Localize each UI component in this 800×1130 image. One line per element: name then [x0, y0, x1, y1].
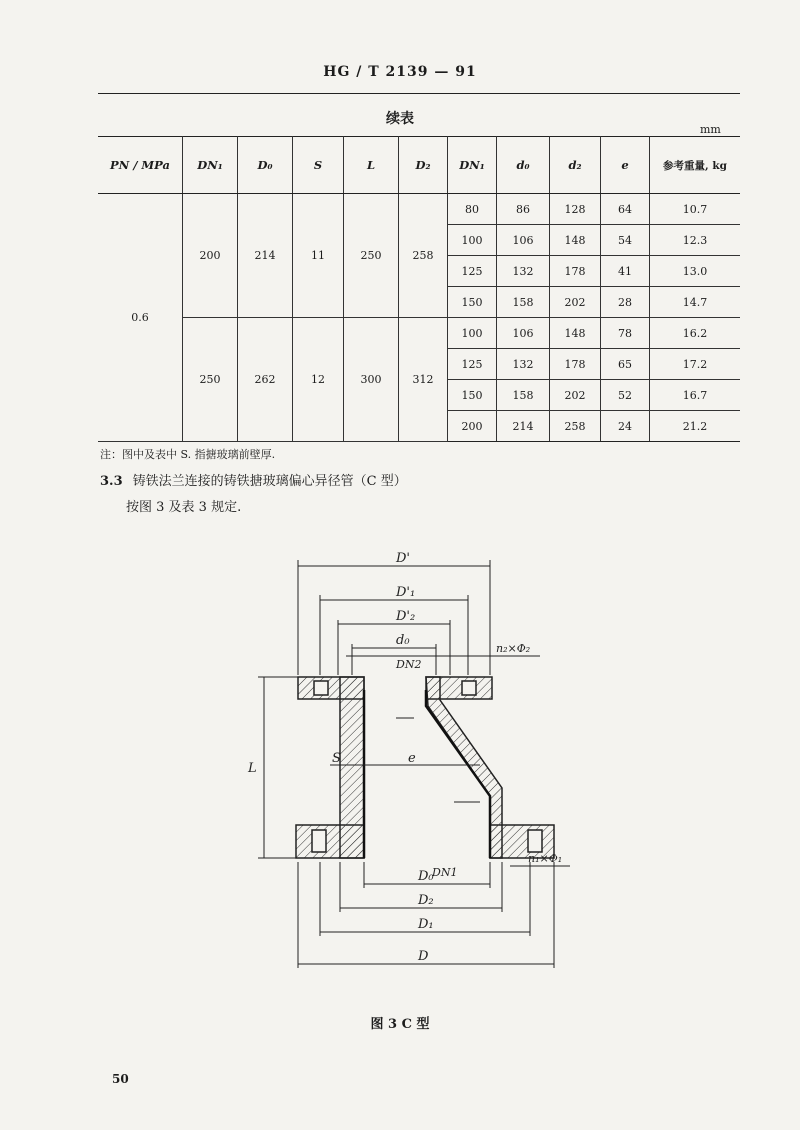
- col-header-weight: 参考重量, kg: [650, 137, 741, 194]
- col-header-l: L: [344, 137, 399, 194]
- table-unit: mm: [700, 123, 721, 136]
- label-l: L: [248, 761, 257, 776]
- d0-cell: 262: [238, 318, 293, 442]
- e-cell: 78: [601, 318, 650, 349]
- label-e: e: [408, 751, 416, 766]
- e-cell: 41: [601, 256, 650, 287]
- d0s-cell: 106: [497, 318, 550, 349]
- col-header-d0-small: d₀: [497, 137, 550, 194]
- dim-d1-prime: [320, 595, 468, 675]
- weight-cell: 17.2: [650, 349, 741, 380]
- dn-cell: 125: [448, 256, 497, 287]
- d2s-cell: 178: [550, 349, 601, 380]
- table-row: [98, 194, 740, 225]
- e-cell: 64: [601, 194, 650, 225]
- weight-cell: 13.0: [650, 256, 741, 287]
- label-bolt-bottom: n₁×Φ₁: [528, 852, 563, 865]
- label-d0-bottom: D₀: [418, 869, 434, 884]
- label-bolt-top: n₂×Φ₂: [496, 642, 531, 655]
- table-note: 注：图中及表中 S. 指搪玻璃前壁厚.: [100, 448, 276, 461]
- l-cell: 250: [344, 194, 399, 318]
- dn-cell: 150: [448, 380, 497, 411]
- top-left-bolt-hole: [314, 681, 328, 695]
- section-number: 3.3: [100, 474, 123, 489]
- dim-d0-top: [352, 644, 436, 675]
- standard-header: HG / T 2139 — 91: [323, 64, 477, 80]
- bottom-right-bolt-hole: [528, 830, 542, 852]
- label-d0-top: d₀: [396, 633, 410, 648]
- col-header-d2: D₂: [399, 137, 448, 194]
- spec-table: [98, 136, 740, 442]
- e-cell: 54: [601, 225, 650, 256]
- d2s-cell: 128: [550, 194, 601, 225]
- d2s-cell: 178: [550, 256, 601, 287]
- table-title: 续表: [386, 111, 414, 127]
- dn-cell: 125: [448, 349, 497, 380]
- label-d2-bottom: D₂: [418, 893, 434, 908]
- page-number: 50: [112, 1072, 129, 1086]
- d2s-cell: 202: [550, 380, 601, 411]
- weight-cell: 16.7: [650, 380, 741, 411]
- d2s-cell: 258: [550, 411, 601, 442]
- d2-cell: 258: [399, 194, 448, 318]
- d0s-cell: 132: [497, 256, 550, 287]
- section-heading: [100, 470, 407, 489]
- bottom-left-bolt-hole: [312, 830, 326, 852]
- section-title: 铸铁法兰连接的铸铁搪玻璃偏心异径管（C 型）: [132, 474, 407, 489]
- table-row: [98, 318, 740, 349]
- d2s-cell: 202: [550, 287, 601, 318]
- s-cell: 12: [293, 318, 344, 442]
- header-rule: [98, 93, 740, 94]
- d2s-cell: 148: [550, 318, 601, 349]
- figure-caption: 图 3 C 型: [370, 1017, 430, 1032]
- d0s-cell: 214: [497, 411, 550, 442]
- section-body: 按图 3 及表 3 规定.: [126, 500, 242, 515]
- s-cell: 11: [293, 194, 344, 318]
- glass-lining: [364, 690, 490, 858]
- dn-cell: 80: [448, 194, 497, 225]
- d0s-cell: 106: [497, 225, 550, 256]
- d0-cell: 214: [238, 194, 293, 318]
- weight-cell: 12.3: [650, 225, 741, 256]
- label-dn2: DN2: [396, 658, 422, 671]
- e-cell: 65: [601, 349, 650, 380]
- weight-cell: 21.2: [650, 411, 741, 442]
- e-cell: 24: [601, 411, 650, 442]
- d0s-cell: 158: [497, 287, 550, 318]
- label-s: S: [332, 751, 341, 766]
- dn-cell: 150: [448, 287, 497, 318]
- label-d1-bottom: D₁: [418, 917, 434, 932]
- d2-cell: 312: [399, 318, 448, 442]
- dn-cell: 100: [448, 318, 497, 349]
- col-header-d0: D₀: [238, 137, 293, 194]
- d0s-cell: 132: [497, 349, 550, 380]
- e-cell: 28: [601, 287, 650, 318]
- pn-cell: 0.6: [98, 194, 183, 442]
- col-header-pn: PN / MPa: [98, 137, 183, 194]
- d0s-cell: 86: [497, 194, 550, 225]
- dn-cell: 100: [448, 225, 497, 256]
- reducer-drawing: [240, 540, 570, 980]
- dn1-cell: 250: [183, 318, 238, 442]
- e-cell: 52: [601, 380, 650, 411]
- col-header-s: S: [293, 137, 344, 194]
- label-d2-prime: D'₂: [396, 609, 416, 624]
- top-right-bolt-hole: [462, 681, 476, 695]
- col-header-dn1: DN₁: [183, 137, 238, 194]
- d0s-cell: 158: [497, 380, 550, 411]
- dim-d-prime: [298, 560, 490, 675]
- straight-wall: [340, 677, 364, 858]
- label-d-prime: D': [396, 551, 410, 566]
- weight-cell: 14.7: [650, 287, 741, 318]
- col-header-dn-small: DN₁: [448, 137, 497, 194]
- col-header-e: e: [601, 137, 650, 194]
- d2s-cell: 148: [550, 225, 601, 256]
- col-header-d2-small: d₂: [550, 137, 601, 194]
- table-header-row: [98, 137, 740, 194]
- l-cell: 300: [344, 318, 399, 442]
- label-d1-prime: D'₁: [396, 585, 416, 600]
- weight-cell: 16.2: [650, 318, 741, 349]
- weight-cell: 10.7: [650, 194, 741, 225]
- label-d-bottom: D: [418, 949, 429, 964]
- dn1-cell: 200: [183, 194, 238, 318]
- dn-cell: 200: [448, 411, 497, 442]
- label-dn1: DN1: [432, 866, 458, 879]
